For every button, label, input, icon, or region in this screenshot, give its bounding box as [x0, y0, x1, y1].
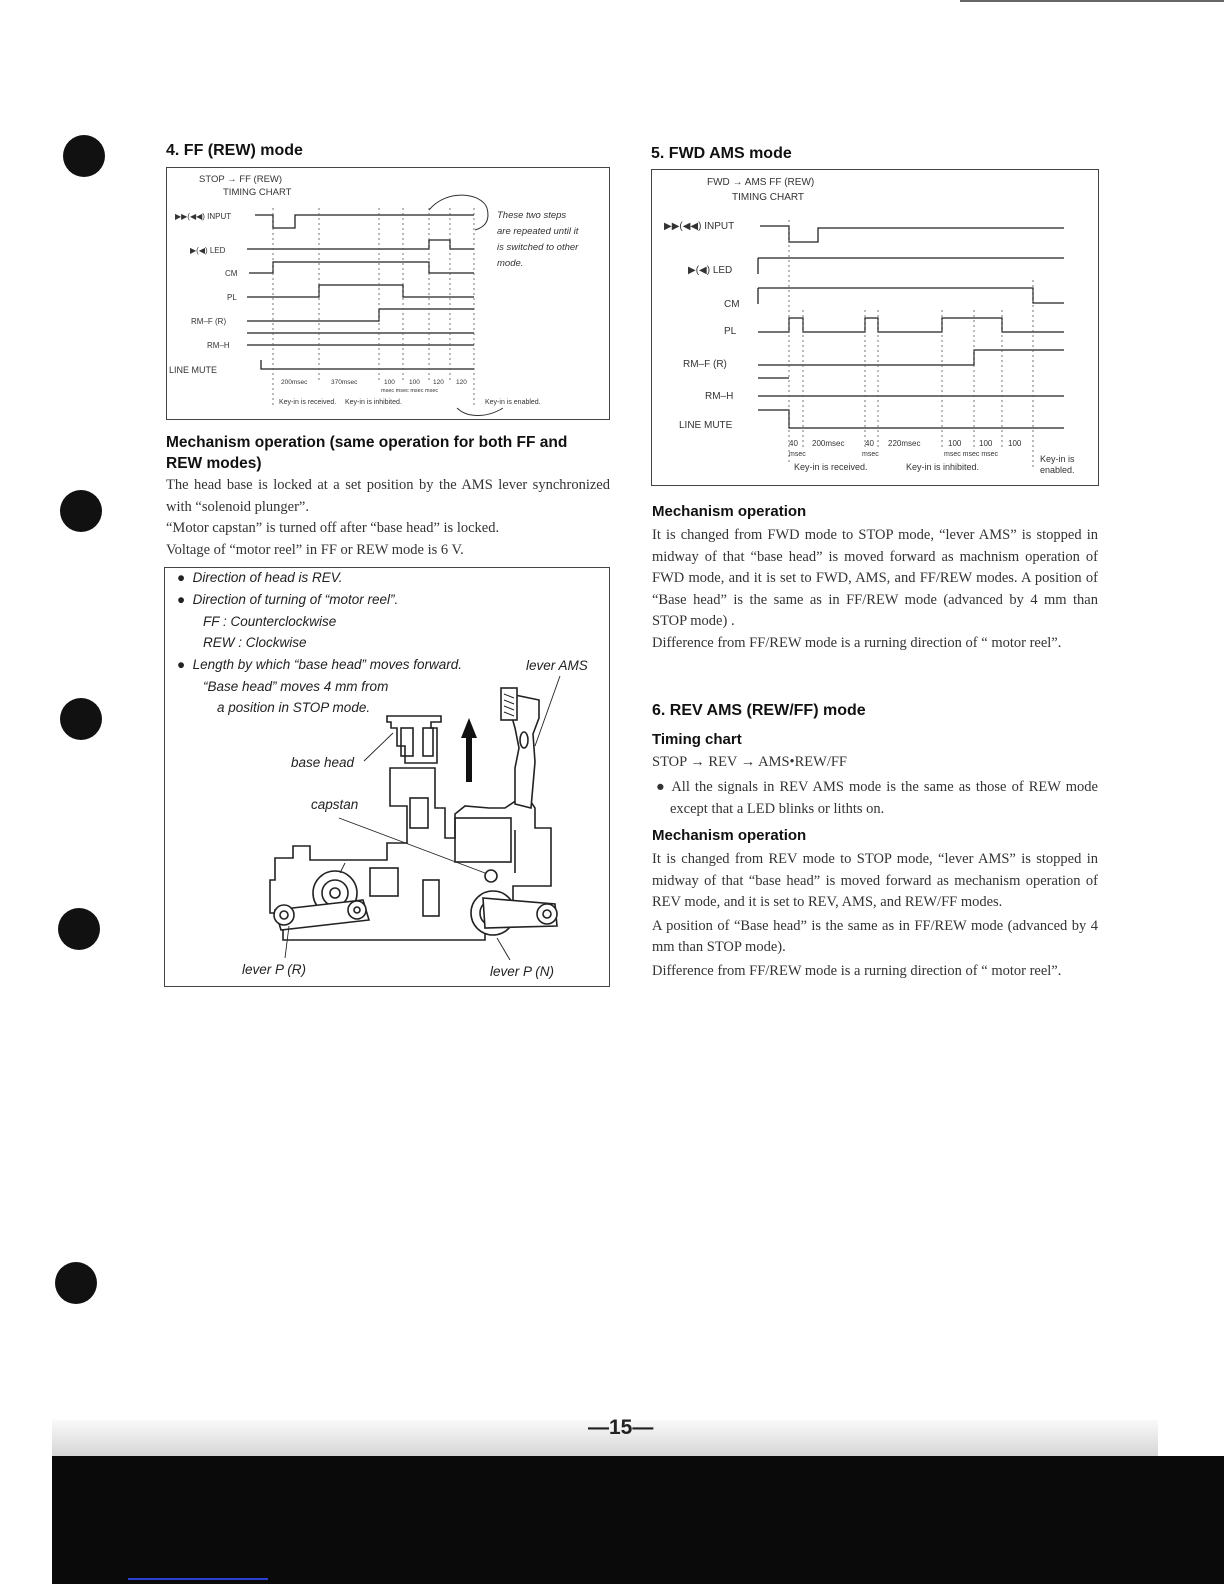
mech-bullet-line: “Base head” moves 4 mm from [203, 679, 389, 694]
ff-signal-label: ▶▶(◀◀) INPUT [175, 212, 232, 221]
ff-timing-chart-box [166, 167, 610, 420]
fwd-key-inhibited: Key-in is inhibited. [906, 462, 980, 472]
binder-hole-2 [60, 490, 102, 532]
fwd-waveforms [758, 226, 1064, 428]
fwd-chart-header1: FWD → AMS FF (REW) [707, 177, 815, 188]
ff-timing-label: 120 [433, 379, 444, 386]
ff-msec-sub: msec msec msec msec [381, 388, 439, 394]
ff-timing-label: 200msec [281, 379, 308, 386]
section6-body [652, 849, 1098, 982]
ff-chart-header1: STOP → FF (REW) [199, 174, 283, 185]
fwd-signal-label: PL [724, 326, 737, 337]
fwd-signal-label: CM [724, 299, 740, 310]
fwd-timing-label: 100 [1008, 439, 1022, 448]
ff-timing-markers [273, 208, 474, 408]
fwd-timing-label: 100 [979, 439, 993, 448]
fwd-timing-label: 100 [948, 439, 962, 448]
fwd-key-enabled: enabled. [1040, 465, 1075, 475]
mech-bullet: ● Direction of head is REV. [177, 570, 343, 585]
fwd-signal-label: RM–H [705, 391, 734, 402]
ff-timing-chart [167, 168, 609, 419]
section4-paragraph: The head base is locked at a set position by the AMS lever synchronized with “solenoid plunger”. [166, 477, 610, 515]
section6-title: 6. REV AMS (REW/FF) mode [652, 702, 866, 719]
ff-note-line: mode. [497, 258, 524, 269]
binder-hole-3 [60, 698, 102, 740]
fwd-signal-label: ▶▶(◀◀) INPUT [664, 221, 735, 232]
section5-title: 5. FWD AMS mode [651, 145, 792, 162]
ff-timing-label: 370msec [331, 379, 358, 386]
label-lever-pn: lever P (N) [490, 964, 555, 979]
section4-paragraph: “Motor capstan” is turned off after “base head” is locked. [166, 520, 500, 536]
fwd-key-enabled: Key-in is [1040, 454, 1075, 464]
ff-key-received: Key-in is received. [279, 399, 337, 406]
fwd-ams-timing-chart [652, 170, 1098, 485]
forward-arrow [461, 718, 477, 782]
ff-signal-label: CM [225, 269, 238, 278]
ff-timing-label: 100 [409, 379, 420, 386]
section5-paragraph: Difference from FF/REW mode is a rurning direction of “ motor reel”. [652, 634, 1062, 651]
fwd-signal-label: ▶(◀) LED [688, 265, 733, 276]
section5-mech-heading: Mechanism operation [652, 503, 807, 520]
ff-signal-label: RM–F (R) [191, 317, 227, 326]
ff-signal-label: LINE MUTE [169, 365, 218, 375]
mechanism-illustration [165, 568, 609, 986]
page-number: —15— [588, 1416, 654, 1439]
section6-paragraph: A position of “Base head” is the same as in FF/REW mode (advanced by 4 mm than STOP mode). [652, 917, 1098, 955]
ff-timing-label: 120 [456, 379, 467, 386]
ff-timing-label: 100 [384, 379, 395, 386]
scan-blue-line [128, 1578, 268, 1580]
fwd-ams-timing-chart-box [651, 169, 1099, 486]
fwd-key-received: Key-in is received. [794, 462, 868, 472]
label-capstan: capstan [311, 797, 359, 812]
ff-waveforms [247, 215, 474, 369]
fwd-timing-label: 220msec [888, 439, 921, 448]
binder-hole-5 [55, 1262, 97, 1304]
ff-note-line: are repeated until it [497, 226, 579, 237]
fwd-timing-label: 40 [865, 439, 874, 448]
fwd-signal-label: LINE MUTE [679, 420, 733, 431]
ff-enabled-arrow [457, 408, 503, 416]
fwd-chart-header2: TIMING CHART [732, 192, 805, 203]
section6-paragraph: It is changed from REV mode to STOP mode, “lever AMS” is stopped in midway of that “base head” is moved forward as mechanism operation of REV mode, and it is set to REV, AMS, and REW/FF modes. [652, 851, 1098, 910]
section6-timing-heading: Timing chart [652, 731, 742, 748]
label-base-head: base head [291, 755, 355, 770]
mech-ff-direction: FF : Counterclockwise [203, 614, 337, 629]
ff-signal-label: PL [227, 293, 237, 302]
ff-signal-label: RM–H [207, 341, 230, 350]
mech-bullet-line: a position in STOP mode. [217, 700, 371, 715]
ff-mechanism-box [164, 567, 610, 987]
ff-note-line: is switched to other [497, 242, 579, 253]
section5-paragraph: It is changed from FWD mode to STOP mode, “lever AMS” is stopped in midway of that “base head” is moved forward as machnism operation of FWD mode, and it is set to FWD, AMS, and FF/REW modes. A position of “Base head” is the same as in FF/REW mode (advanced by 4 mm than STOP mode) . [652, 527, 1098, 629]
label-lever-pr: lever P (R) [242, 962, 307, 977]
ff-chart-header2: TIMING CHART [223, 187, 292, 198]
section4-mech-heading: Mechanism operation (same operation for both FF and REW modes) [166, 434, 568, 472]
section6-bullet: ● All the signals in REV AMS mode is the same as those of REW mode except that a LED blinks or lithts on. [656, 779, 1098, 817]
fwd-msec-sub: msec [789, 451, 806, 458]
mech-bullet: ● Length by which “base head” moves forward. [177, 657, 463, 672]
ff-key-enabled: Key-in is enabled. [485, 399, 541, 406]
ff-repeat-arrow [429, 195, 488, 230]
fwd-timing-label: 40 [789, 439, 798, 448]
binder-hole-4 [58, 908, 100, 950]
scan-edge-line [960, 0, 1224, 2]
scan-black-band [52, 1456, 1224, 1584]
ff-signal-label: ▶(◀) LED [190, 246, 226, 255]
fwd-msec-sub: msec msec msec [944, 451, 999, 458]
section4-body [166, 475, 610, 561]
ff-note-line: These two steps [497, 210, 567, 221]
section6-timing-line: STOP → REV → AMS•REW/FF [652, 754, 847, 770]
section5-body [652, 525, 1098, 654]
fwd-timing-label: 200msec [812, 439, 845, 448]
section4-title: 4. FF (REW) mode [166, 142, 303, 159]
ff-key-inhibited: Key-in is inhibited. [345, 399, 402, 406]
mech-bullet: ● Direction of turning of “motor reel”. [177, 592, 399, 607]
binder-hole-1 [63, 135, 105, 177]
section6-paragraph: Difference from FF/REW mode is a rurning direction of “ motor reel”. [652, 962, 1062, 979]
mech-rew-direction: REW : Clockwise [203, 635, 307, 650]
label-lever-ams: lever AMS [526, 658, 588, 673]
section6-mech-heading: Mechanism operation [652, 827, 807, 844]
fwd-signal-label: RM–F (R) [683, 359, 727, 370]
section4-paragraph: Voltage of “motor reel” in FF or REW mode is 6 V. [166, 541, 464, 558]
fwd-msec-sub: msec [862, 451, 879, 458]
